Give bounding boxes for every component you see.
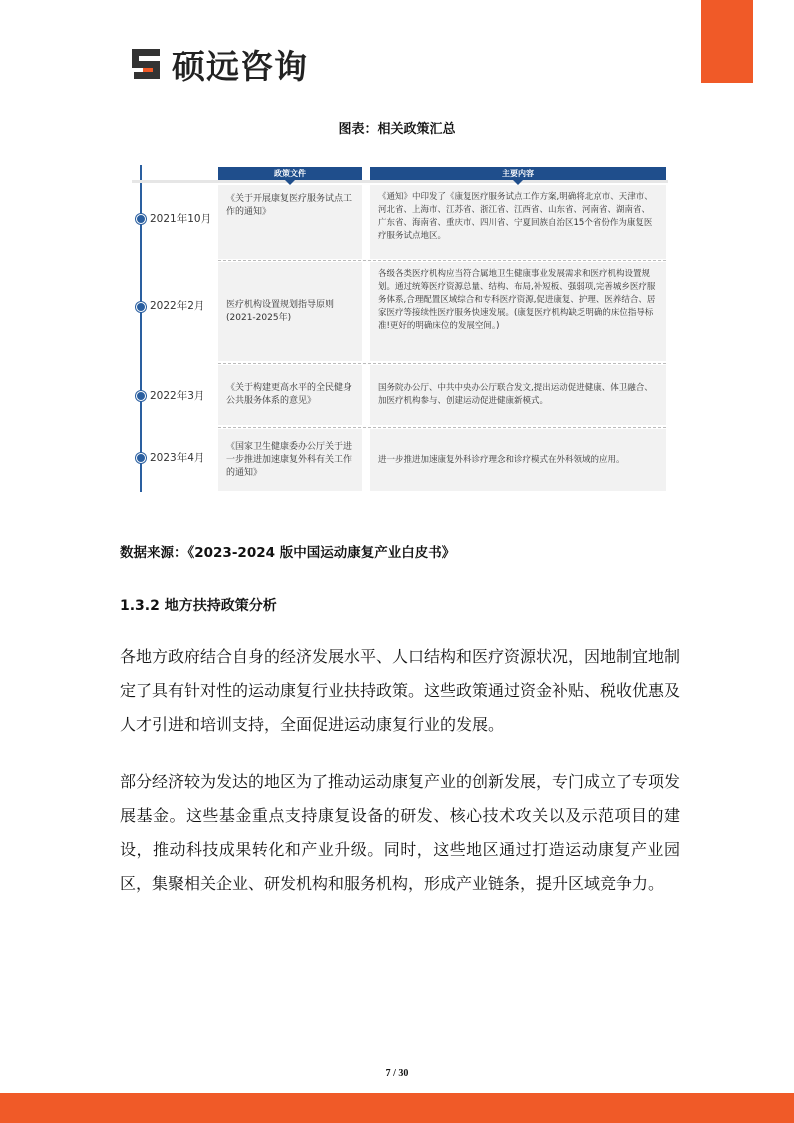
corner-accent-bar: [701, 0, 753, 83]
page-number: 7 / 30: [385, 1068, 409, 1079]
row-date: 2021年10月: [150, 213, 212, 225]
column-header-content-label: 主要内容: [502, 169, 534, 178]
footer-accent-bar: [0, 1093, 794, 1123]
row-policy: 《关于开展康复医疗服务试点工作的通知》: [218, 185, 362, 259]
logo-text: 硕远咨询: [172, 46, 308, 86]
row-date: 2022年2月: [150, 300, 205, 312]
row-content: 《通知》中印发了《康复医疗服务试点工作方案,明确将北京市、天津市、河北省、上海市、江苏省、浙江省、江西省、山东省、河南省、湖南省、广东省、海南省、重庆市、四川省、宁夏回族自治区15个省份作为康复医疗服务试点地区。: [370, 185, 666, 259]
row-date: 2023年4月: [150, 452, 205, 464]
table-row: [132, 185, 668, 259]
timeline-dot: [136, 214, 146, 224]
table-row: [132, 365, 668, 425]
row-date: 2022年3月: [150, 390, 205, 402]
logo-mark-icon: [130, 47, 164, 81]
row-content: 国务院办公厅、中共中央办公厅联合发文,提出运动促进健康、体卫融合、加医疗机构参与、创建运动促进健康新模式。: [370, 365, 666, 425]
data-source: 数据来源：《2023-2024 版中国运动康复产业白皮书》: [120, 545, 456, 561]
body-paragraph: 部分经济较为发达的地区为了推动运动康复产业的创新发展，专门成立了专项发展基金。这些基金重点支持康复设备的研发、核心技术攻关以及示范项目的建设，推动科技成果转化和产业升级。同时，这些地区通过打造运动康复产业园区，集聚相关企业、研发机构和服务机构，形成产业链条，提升区域竞争力。: [120, 772, 681, 893]
table-row: [132, 429, 668, 491]
row-policy: 《国家卫生健康委办公厅关于进一步推进加速康复外科有关工作的通知》: [218, 429, 362, 491]
company-logo: [130, 44, 308, 84]
section-heading: 1.3.2 地方扶持政策分析: [120, 598, 277, 614]
timeline-dot: [136, 391, 146, 401]
policy-table: [132, 165, 668, 492]
row-separator: [218, 363, 666, 364]
column-header-content: [370, 167, 666, 180]
timeline-dot: [136, 453, 146, 463]
timeline-dot: [136, 302, 146, 312]
row-policy: 《关于构建更高水平的全民健身公共服务体系的意见》: [218, 365, 362, 425]
figure-title: 图表：相关政策汇总: [338, 122, 456, 137]
column-header-policy: [218, 167, 362, 180]
body-paragraph: 各地方政府结合自身的经济发展水平、人口结构和医疗资源状况，因地制宜地制定了具有针对性的运动康复行业扶持政策。这些政策通过资金补贴、税收优惠及人才引进和培训支持，全面促进运动康复行业的发展。: [120, 647, 681, 734]
row-content: 各级各类医疗机构应当符合属地卫生健康事业发展需求和医疗机构设置规划。通过统筹医疗资源总量、结构、布局,补短板、强弱项,完善城乡医疗服务体系,合理配置区域综合和专科医疗资源,促进康复、护理、医养结合、居家医疗等接续性医疗服务快速发展。(康复医疗机构缺乏明确的床位指导标准!更好的明确床位的发展空间。): [370, 262, 666, 361]
row-policy: 医疗机构设置规划指导原则(2021-2025年): [218, 262, 362, 361]
header-band: [132, 180, 668, 183]
row-separator: [218, 427, 666, 428]
column-header-policy-label: 政策文件: [274, 169, 306, 178]
table-row: [132, 262, 668, 361]
row-content: 进一步推进加速康复外科诊疗理念和诊疗模式在外科领域的应用。: [370, 429, 666, 491]
row-separator: [218, 260, 666, 261]
